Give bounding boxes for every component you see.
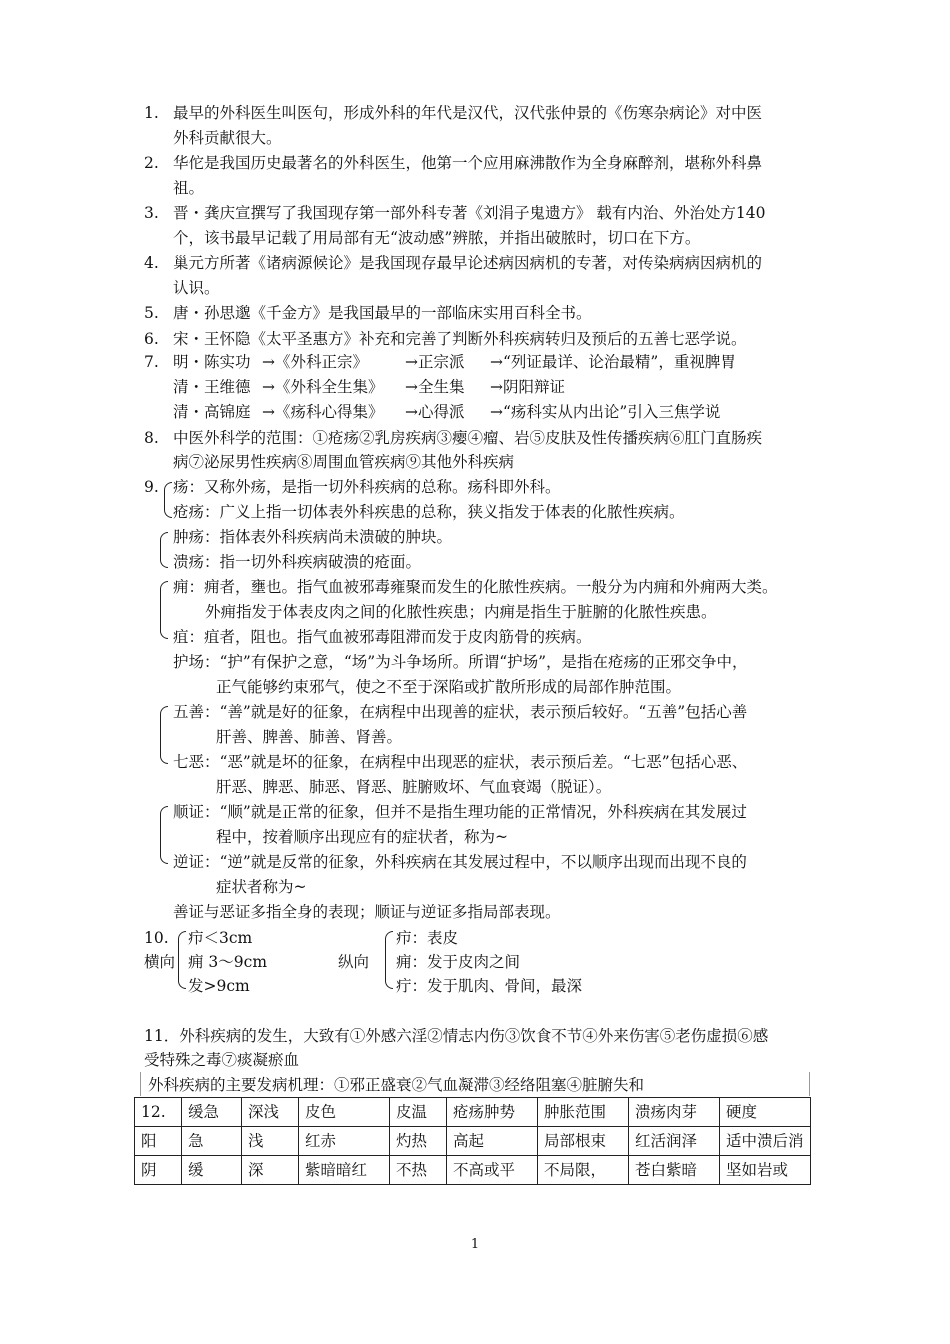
curly-brace <box>160 581 168 639</box>
item-line: 巢元方所著《诸病源候论》是我国现存最早论述病因病机的专著，对传染病病因病机的 <box>173 254 763 272</box>
item-number: 1. <box>144 104 159 122</box>
table-cell: 局部根束 <box>538 1127 629 1156</box>
term-yong-cont: 外痈指发于体表皮肉之间的化脓性疾患；内痈是指生于脏腑的化脓性疾患。 <box>205 603 717 621</box>
term-huchang-cont: 正气能够约束邪气，使之不至于深陷或扩散所形成的局部作肿范围。 <box>216 678 682 696</box>
term-shunzheng: 顺证：“顺”就是正常的征象，但并不是指生理功能的正常情况，外科疾病在其发展过 <box>173 803 747 821</box>
item7-school: →全生集 <box>405 378 465 396</box>
item7-school: →心得派 <box>405 403 465 421</box>
item-number: 3. <box>144 204 159 222</box>
item-line: 认识。 <box>173 278 220 297</box>
item-line: 个，该书最早记载了用局部有无“波动感”辨脓，并指出破脓时，切口在下方。 <box>173 228 701 247</box>
item9-summary: 善证与恶证多指全身的表现；顺证与逆证多指局部表现。 <box>173 903 561 921</box>
table-cell: 缓 <box>182 1156 242 1185</box>
term-zhongyang: 肿疡：指体表外科疾病尚未溃破的肿块。 <box>173 528 453 546</box>
term-kuiyang: 溃疡：指一切外科疾病破溃的疮面。 <box>173 553 422 571</box>
term-qie: 七恶：“恶”就是坏的征象，在病程中出现恶的症状，表示预后差。“七恶”包括心恶、 <box>173 753 748 771</box>
item7-school: →正宗派 <box>405 353 465 371</box>
table-cell: 红活润泽 <box>629 1127 720 1156</box>
item-line: 晋・龚庆宣撰写了我国现存第一部外科专著《刘涓子鬼遗方》 载有内治、外治处方140 <box>173 204 766 222</box>
term-yang: 疡：又称外疡，是指一切外科疾病的总称。疡科即外科。 <box>173 478 561 496</box>
table-header: 12. <box>135 1098 182 1127</box>
table-cell: 深 <box>242 1156 299 1185</box>
term-wushan-cont: 肝善、脾善、肺善、肾善。 <box>216 728 403 746</box>
item-number: 4. <box>144 254 159 272</box>
item-number: 2. <box>144 154 159 172</box>
item-number: 10. <box>144 929 169 947</box>
item-number: 7. <box>144 353 159 371</box>
table-cell: 红赤 <box>299 1127 390 1156</box>
table-header: 皮温 <box>390 1098 447 1127</box>
term-wushan: 五善：“善”就是好的征象，在病程中出现善的症状，表示预后较好。“五善”包括心善 <box>173 703 748 721</box>
curly-brace <box>160 806 168 864</box>
item-number: 6. <box>144 329 159 348</box>
table-cell: 高起 <box>447 1127 538 1156</box>
term-yong: 痈：痈者，壅也。指气血被邪毒雍聚而发生的化脓性疾病。一般分为内痈和外痈两大类。 <box>173 578 778 596</box>
table-cell: 灼热 <box>390 1127 447 1156</box>
table-cell: 适中溃后消 <box>720 1127 811 1156</box>
item7-author: 清・高锦庭 <box>173 403 251 421</box>
table-header: 皮色 <box>299 1098 390 1127</box>
depth-shallow: 疖：表皮 <box>396 929 459 947</box>
table-cell: 不局限， <box>538 1156 629 1185</box>
item-number: 5. <box>144 304 159 322</box>
table-cell: 不高或平 <box>447 1156 538 1185</box>
curly-brace <box>385 931 393 989</box>
horizontal-label: 横向 <box>144 953 176 971</box>
table-header: 溃疡肉芽 <box>629 1098 720 1127</box>
term-nizheng: 逆证：“逆”就是反常的征象，外科疾病在其发展过程中，不以顺序出现而出现不良的 <box>173 853 747 871</box>
depth-middle: 痈：发于皮肉之间 <box>396 953 521 971</box>
table-cell: 急 <box>182 1127 242 1156</box>
item7-author: 明・陈实功 <box>173 353 251 371</box>
term-huchang: 护场：“护”有保护之意，“场”为斗争场所。所谓“护场”，是指在疮疡的正邪交争中， <box>173 653 748 671</box>
item-line: 祖。 <box>173 178 205 197</box>
item7-book: →《外科全生集》 <box>262 378 384 396</box>
term-nizheng-cont: 症状者称为~ <box>216 878 307 896</box>
depth-deep: 疔：发于肌肉、骨间，最深 <box>396 977 583 995</box>
table-header-row <box>135 1098 811 1127</box>
table-cell: 阴 <box>135 1156 182 1185</box>
table-header: 深浅 <box>242 1098 299 1127</box>
term-ju: 疽：疽者，阻也。指气血被邪毒阻滞而发于皮肉筋骨的疾病。 <box>173 628 592 646</box>
item7-book: →《外科正宗》 <box>262 353 368 371</box>
table-cell: 苍白紫暗 <box>629 1156 720 1185</box>
size-small: 疖＜3cm <box>188 929 253 947</box>
item11-line: 11．外科疾病的发生，大致有①外感六淫②情志内伤③饮食不节④外来伤害⑤老伤虚损⑥感 <box>144 1027 769 1045</box>
table-row <box>135 1156 811 1185</box>
item8-line: 病⑦泌尿男性疾病⑧周围血管疾病⑨其他外科疾病 <box>173 453 515 471</box>
table-header: 疮疡肿势 <box>447 1098 538 1127</box>
table-cell: 浅 <box>242 1127 299 1156</box>
table-cell: 不热 <box>390 1156 447 1185</box>
yin-yang-table <box>134 1097 811 1185</box>
table-header: 硬度 <box>720 1098 811 1127</box>
item-line: 外科贡献很大。 <box>173 128 282 147</box>
table-cell: 阳 <box>135 1127 182 1156</box>
item7-feature: →“疡科实从内出论”引入三焦学说 <box>490 403 721 421</box>
item-number: 9. <box>144 478 159 496</box>
curly-brace <box>178 931 186 989</box>
item7-book: →《疡科心得集》 <box>262 403 384 421</box>
item7-feature: →阴阳辩证 <box>490 378 565 396</box>
item11-line: 受特殊之毒⑦痰凝瘀血 <box>144 1051 300 1069</box>
table-cell: 紫暗暗红 <box>299 1156 390 1185</box>
curly-brace <box>164 482 172 518</box>
term-chuangyang: 疮疡：广义上指一切体表外科疾患的总称，狭义指发于体表的化脓性疾病。 <box>173 503 685 521</box>
item11-mechanism: 外科疾病的主要发病机理：①邪正盛衰②气血凝滞③经络阻塞④脏腑失和 <box>148 1076 645 1094</box>
item7-feature: →“列证最详、论治最精”，重视脾胃 <box>490 353 736 371</box>
curly-brace <box>160 532 168 568</box>
vertical-label: 纵向 <box>338 953 370 971</box>
page-number: 1 <box>470 1237 480 1252</box>
size-large: 发>9cm <box>188 977 250 995</box>
term-qie-cont: 肝恶、脾恶、肺恶、肾恶、脏腑败坏、气血衰竭（脱证）。 <box>216 778 612 796</box>
table-header: 缓急 <box>182 1098 242 1127</box>
item-line: 最早的外科医生叫医句，形成外科的年代是汉代，汉代张仲景的《伤寒杂病论》对中医 <box>173 104 763 122</box>
curly-brace <box>160 706 168 764</box>
item7-author: 清・王维德 <box>173 378 251 396</box>
item-line: 唐・孙思邈《千金方》是我国最早的一部临床实用百科全书。 <box>173 304 592 322</box>
item-number: 8. <box>144 429 159 447</box>
item-line: 华佗是我国历史最著名的外科医生，他第一个应用麻沸散作为全身麻醉剂，堪称外科鼻 <box>173 154 763 172</box>
term-shunzheng-cont: 程中，按着顺序出现应有的症状者，称为~ <box>216 828 508 846</box>
table-header: 肿胀范围 <box>538 1098 629 1127</box>
item8-line: 中医外科学的范围：①疮疡②乳房疾病③瘿④瘤、岩⑤皮肤及性传播疾病⑥肛门直肠疾 <box>173 429 763 447</box>
table-cell: 坚如岩或 <box>720 1156 811 1185</box>
item-line: 宋・王怀隐《太平圣惠方》补充和完善了判断外科疾病转归及预后的五善七恶学说。 <box>173 329 747 348</box>
size-medium: 痈 3～9cm <box>188 953 268 971</box>
table-row <box>135 1127 811 1156</box>
